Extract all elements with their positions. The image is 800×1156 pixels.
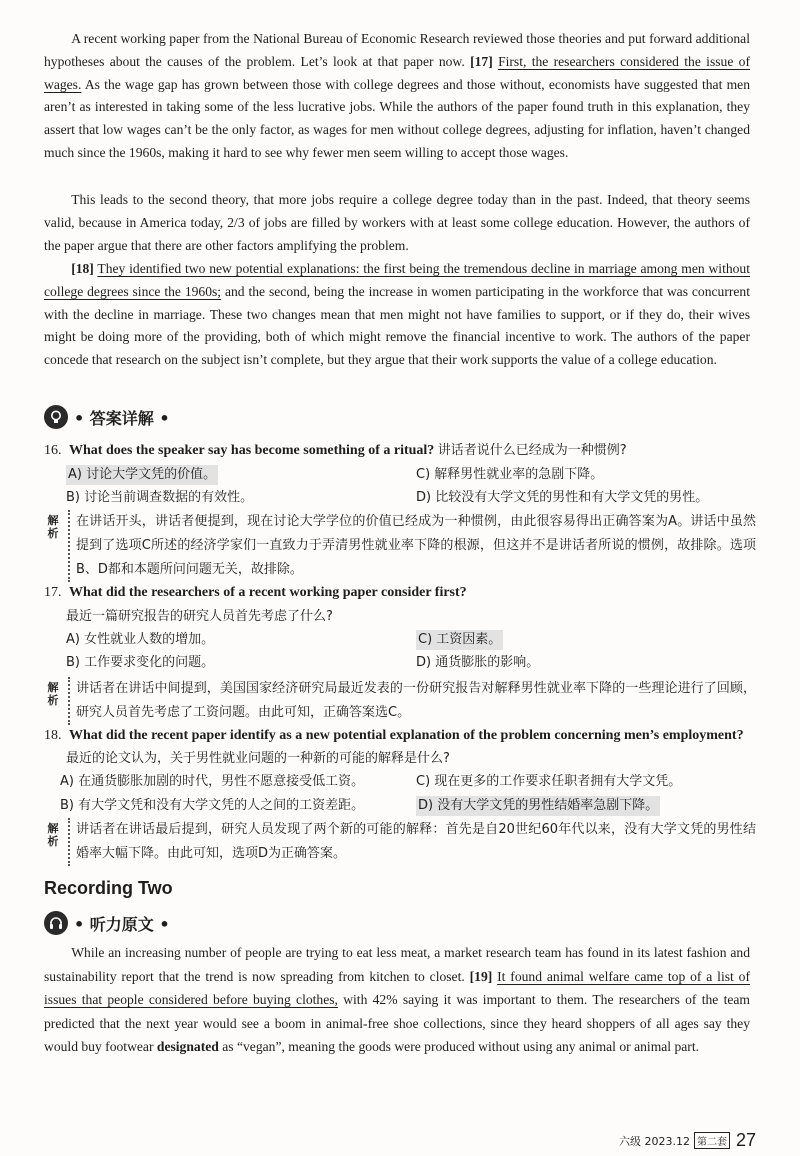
p3-post: and the second, being the increase in women participating in the workforce that was concurrent with the decline in marriage. These two changes mean that men might not have families to support, or if they do, their wives might be doing more of the providing, both of which might remove the financial incentive to work. The authors of the paper concede that research on the subject isn’t complete, but they argue that their work supports the value of a college education. bbox=[44, 283, 750, 368]
question-18-chinese: 最近的论文认为，关于男性就业问题的一种新的可能的解释是什么? bbox=[66, 751, 450, 766]
page-number: 27 bbox=[735, 1130, 756, 1150]
analysis-16 bbox=[44, 510, 756, 582]
option-18-a: A) 在通货膨胀加剧的时代，男性不愿意接受低工资。 bbox=[60, 774, 365, 789]
p1-post: As the wage gap has grown between those with college degrees and those without, economists have suggested that men aren’t as interested in taking some of the less lucrative jobs. While the authors of the paper found truth in this explanation, they assert that low wages can’t be the only factor, as wages for men without college degrees, adjusting for inflation, haven’t changed much since the 1960s, making it hard to see why fewer men seem willing to accept those wages. bbox=[44, 76, 750, 160]
passage-paragraph-3 bbox=[44, 258, 750, 372]
headphones-icon bbox=[44, 911, 68, 935]
question-17-chinese: 最近一篇研究报告的研究人员首先考虑了什么? bbox=[66, 609, 333, 624]
option-17-c: C) 工资因素。 bbox=[416, 630, 503, 650]
option-18-b: B) 有大学文凭和没有大学文凭的人之间的工资差距。 bbox=[60, 798, 365, 813]
question-english: What does the speaker say has become something of a ritual? bbox=[69, 443, 435, 458]
question-english: What did the recent paper identify as a new potential explanation of the problem concerning men’s employment? bbox=[69, 728, 744, 743]
analysis-tag: 解析 bbox=[47, 681, 59, 707]
analysis-tag: 解析 bbox=[47, 514, 59, 540]
option-17-d: D) 通货膨胀的影响。 bbox=[416, 655, 540, 670]
recording-two-paragraph bbox=[44, 941, 750, 1059]
option-16-b: B) 讨论当前调查数据的有效性。 bbox=[66, 490, 254, 505]
p3-underlined: They identified two new potential explanations: the first being the tremendous decline in marriage among men without college degrees since the 1960s; bbox=[44, 261, 751, 299]
footer-set: 第二套 bbox=[694, 1132, 730, 1149]
r2-bold-word: designated bbox=[156, 1039, 219, 1055]
page-footer bbox=[619, 1130, 756, 1151]
question-number: 18. bbox=[44, 728, 62, 743]
question-16 bbox=[44, 440, 764, 462]
passage-paragraph-1 bbox=[44, 28, 750, 165]
analysis-text: 在讲话开头，讲话者便提到，现在讨论大学学位的价值已经成为一种惯例，由此很容易得出正确答案为A。讲话中虽然提到了选项C所述的经济学家们一直致力于弄清男性就业率下降的根源，但这并不是讲话者所说的惯例，故排除。选项B、D都和本题所问问题无关，故排除。 bbox=[68, 510, 756, 582]
question-chinese: 讲话者说什么已经成为一种惯例? bbox=[437, 443, 627, 458]
question-17 bbox=[44, 582, 764, 604]
option-16-a: A) 讨论大学文凭的价值。 bbox=[66, 465, 218, 485]
marker-17: [17] bbox=[470, 53, 493, 69]
marker-19: [19] bbox=[469, 968, 493, 984]
analysis-18 bbox=[44, 818, 756, 866]
analysis-17 bbox=[44, 677, 756, 725]
p2-text: This leads to the second theory, that more jobs require a college degree today than in the past. Indeed, that theory seems valid, because in America today, 2/3 of jobs are filled by workers with at least some college education. However, the authors of the paper argue that there are other factors amplifying the problem. bbox=[44, 192, 750, 253]
passage-paragraph-2 bbox=[44, 189, 750, 257]
question-number: 16. bbox=[44, 443, 62, 458]
r2-end: as “vegan”, meaning the goods were produced without using any animal or animal part. bbox=[222, 1039, 700, 1055]
p1-underlined: First, the researchers considered the issue of wages. bbox=[44, 53, 751, 92]
answers-section-title: • 答案详解 • bbox=[74, 408, 170, 428]
r2-post: with 42% saying it was important to them. The researchers of the team predicted that the next year would see a boom in animal-free shoe collections, since they heard shoppers of all ages say they would buy footwear bbox=[44, 992, 750, 1055]
analysis-tag: 解析 bbox=[47, 822, 59, 848]
p1-pre: A recent working paper from the National Bureau of Economic Research reviewed those theories and put forward additional hypotheses about the causes of the problem. Let’s look at that paper now. bbox=[44, 31, 750, 69]
question-18 bbox=[44, 725, 764, 747]
option-16-d: D) 比较没有大学文凭的男性和有大学文凭的男性。 bbox=[416, 490, 709, 505]
marker-18: [18] bbox=[71, 261, 94, 276]
recording-two-title: Recording Two bbox=[44, 878, 173, 898]
analysis-text: 讲话者在讲话最后提到，研究人员发现了两个新的可能的解释：首先是自20世纪60年代以来，没有大学文凭的男性结婚率大幅下降。由此可知，选项D为正确答案。 bbox=[68, 818, 756, 866]
analysis-text: 讲话者在讲话中间提到，美国国家经济研究局最近发表的一份研究报告对解释男性就业率下降的一些理论进行了回顾，研究人员首先考虑了工资问题。由此可知，正确答案选C。 bbox=[68, 677, 756, 725]
r2-underlined: It found animal welfare came top of a list of issues that people considered before buying clothes, bbox=[44, 968, 750, 1008]
lightbulb-icon bbox=[44, 405, 68, 429]
listening-section-header bbox=[44, 910, 170, 936]
option-17-b: B) 工作要求变化的问题。 bbox=[66, 655, 215, 670]
option-17-a: A) 女性就业人数的增加。 bbox=[66, 632, 215, 647]
listening-section-title: • 听力原文 • bbox=[74, 914, 170, 934]
option-16-c: C) 解释男性就业率的急剧下降。 bbox=[416, 467, 604, 482]
answers-section-header bbox=[44, 404, 170, 430]
question-number: 17. bbox=[44, 585, 62, 600]
option-18-c: C) 现在更多的工作要求任职者拥有大学文凭。 bbox=[416, 774, 682, 789]
question-english: What did the researchers of a recent working paper consider first? bbox=[69, 585, 467, 600]
option-18-d: D) 没有大学文凭的男性结婚率急剧下降。 bbox=[416, 796, 660, 816]
r2-pre: While an increasing number of people are trying to eat less meat, a market research team has found in its latest fashion and sustainability report that the trend is now spreading from kitchen to closet. bbox=[44, 945, 750, 984]
footer-level: 六级 2023.12 bbox=[618, 1134, 690, 1148]
